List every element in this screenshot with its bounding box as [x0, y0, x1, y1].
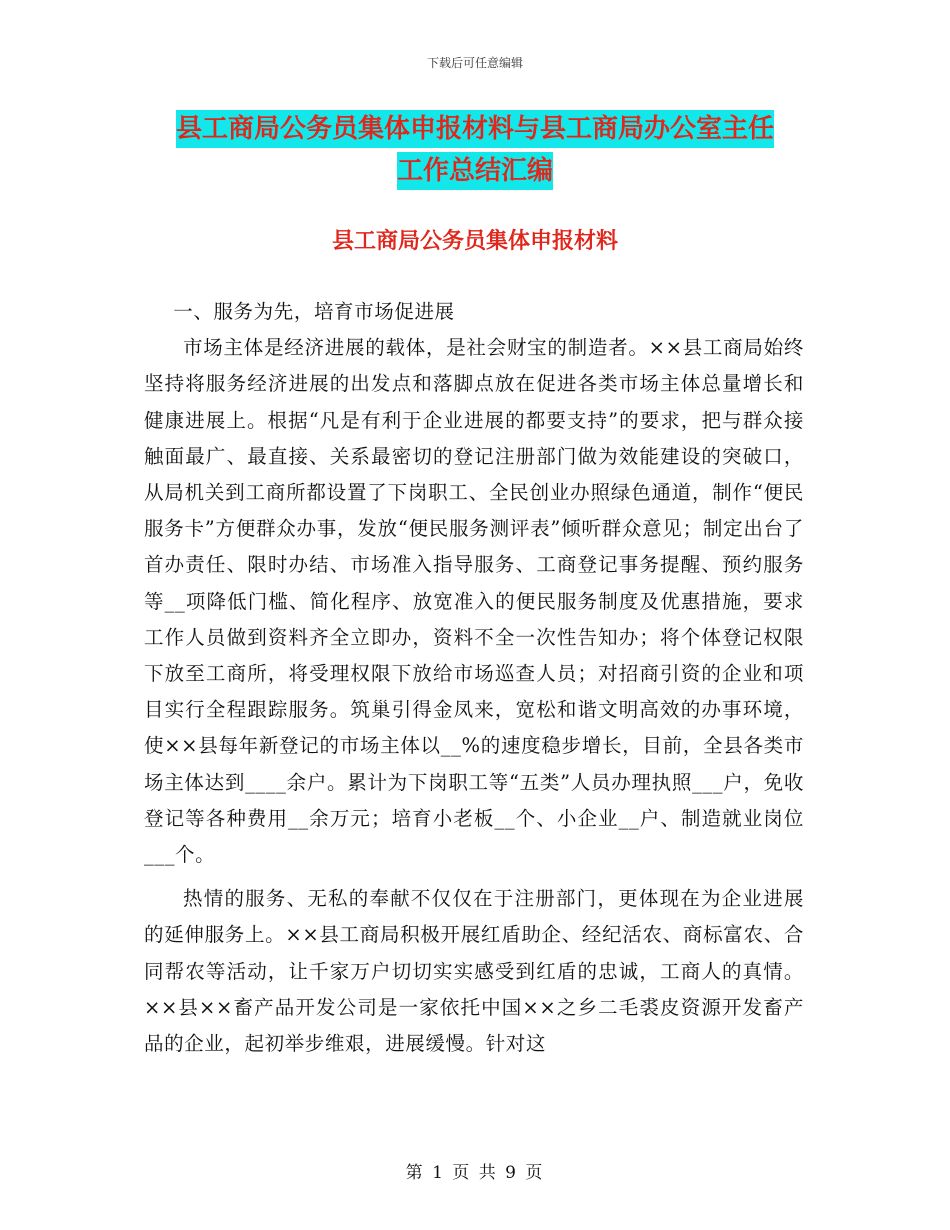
document-title-line2: [150, 155, 800, 188]
header-note: 下载后可任意编辑: [426, 56, 523, 70]
paragraph: 热情的服务、无私的奉献不仅仅在于注册部门，更体现在为企业进展的延伸服务上。××县工商局积极开展红盾助企、经纪活农、商标富农、合同帮农等活动，让千家万户切切实实感受到红盾的忠诚，工商人的真情。××县××畜产品开发公司是一家依托中国××之乡二毛裘皮资源开发畜产品的企业，起初举步维艰，进展缓慢。针对这: [144, 887, 804, 1056]
section-title: 县工商局公务员集体申报材料: [331, 229, 618, 254]
subheading: 一、服务为先，培育市场促进展: [173, 300, 455, 323]
title-highlight: 工作总结汇编: [397, 152, 553, 190]
title-highlight: 县工商局公务员集体申报材料与县工商局办公室主任: [176, 110, 774, 148]
document-title-line1: [150, 113, 800, 146]
page-footer: 第 1 页 共 9 页: [405, 1163, 545, 1183]
document-body: [144, 294, 804, 1062]
paragraph: 市场主体是经济进展的载体，是社会财宝的制造者。××县工商局始终坚持将服务经济进展的出发点和落脚点放在促进各类市场主体总量增长和健康进展上。根据“凡是有利于企业进展的都要支持”的要求，把与群众接触面最广、最直接、关系最密切的登记注册部门做为效能建设的突破口，从局机关到工商所都设置了下岗职工、全民创业办照绿色通道，制作“便民服务卡”方便群众办事，发放“便民服务测评表”倾听群众意见；制定出台了首办责任、限时办结、市场准入指导服务、工商登记事务提醒、预约服务等__项降低门槛、简化程序、放宽准入的便民服务制度及优惠措施，要求工作人员做到资料齐全立即办，资料不全一次性告知办；将个体登记权限下放至工商所，将受理权限下放给市场巡查人员；对招商引资的企业和项目实行全程跟踪服务。筑巢引得金凤来，宽松和谐文明高效的办事环境，使××县每年新登记的市场主体以__%的速度稳步增长，目前，全县各类市场主体达到____余户。累计为下岗职工等“五类”人员办理执照___户，免收登记等各种费用__余万元；培育小老板__个、小企业__户、制造就业岗位___个。: [144, 336, 804, 867]
